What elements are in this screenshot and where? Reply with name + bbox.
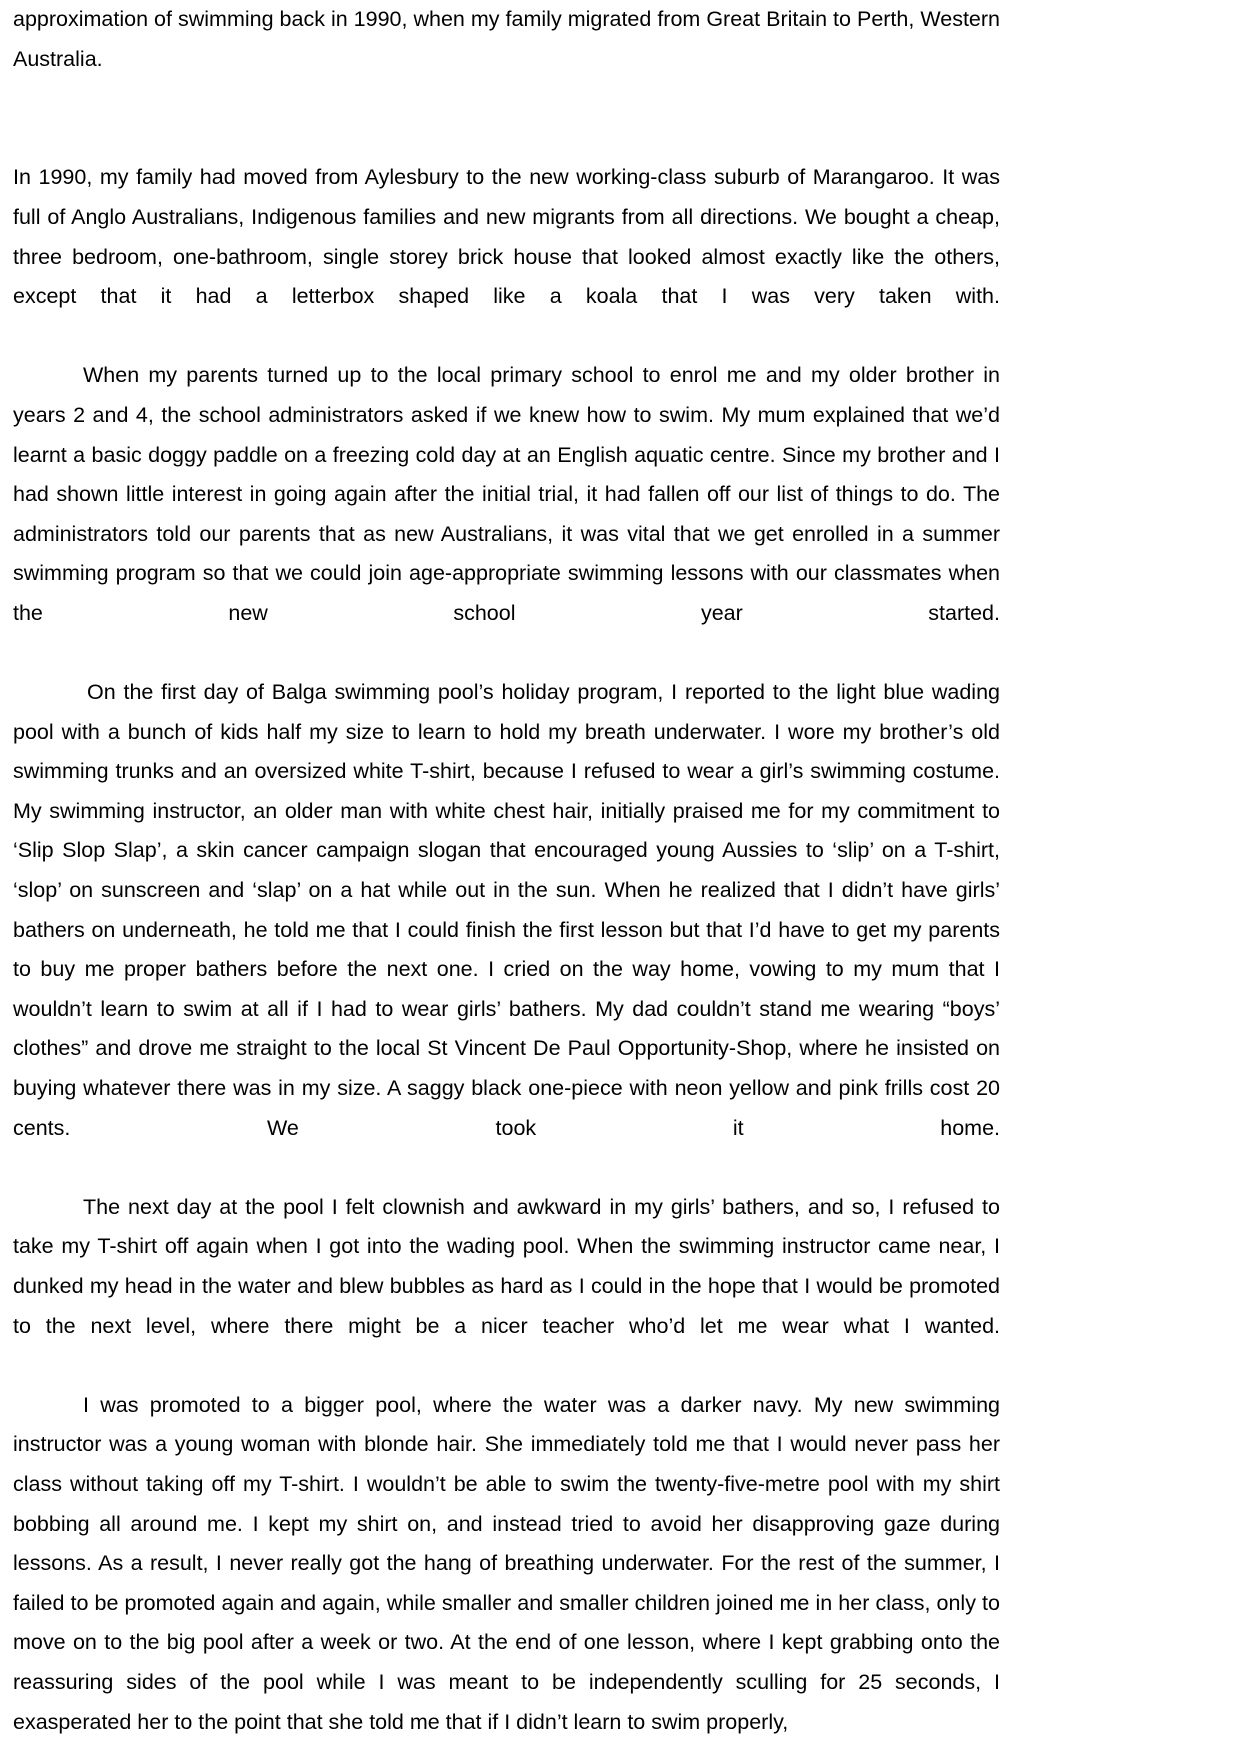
- paragraph-marangaroo: In 1990, my family had moved from Aylesbury to the new working-class suburb of Marangaroo. It was full of Anglo Australians, Indigenous families and new migrants from all directions. We bought a cheap, three bedroom, one-bathroom, single storey brick house that looked almost exactly like the others, except that it had a letterbox shaped like a koala that I was very taken with.: [13, 165, 1000, 309]
- paragraph-school-enrolment: When my parents turned up to the local primary school to enrol me and my older brother in years 2 and 4, the school administrators asked if we knew how to swim. My mum explained that we’d learnt a basic doggy paddle on a freezing cold day at an English aquatic centre. Since my brother and I had shown little interest in going again after the initial trial, it had fallen off our list of things to do. The administrators told our parents that as new Australians, it was vital that we get enrolled in a summer swimming program so that we could join age-appropriate swimming lessons with our classmates when the new school year started.: [13, 363, 1000, 625]
- paragraph-bigger-pool: I was promoted to a bigger pool, where the water was a darker navy. My new swimming instructor was a young woman with blonde hair. She immediately told me that I would never pass her class without taking off my T-shirt. I wouldn’t be able to swim the twenty-five-metre pool with my shirt bobbing all around me. I kept my shirt on, and instead tried to avoid her disapproving gaze during lessons. As a result, I never really got the hang of breathing underwater. For the rest of the summer, I failed to be promoted again and again, while smaller and smaller children joined me in her class, only to move on to the big pool after a week or two. At the end of one lesson, where I kept grabbing onto the reassuring sides of the pool while I was meant to be independently sculling for 25 seconds, I exasperated her to the point that she told me that if I didn’t learn to swim properly,: [13, 1392, 1000, 1734]
- paragraph-balga-pool: On the first day of Balga swimming pool’s holiday program, I reported to the light blue wading pool with a bunch of kids half my size to learn to hold my breath underwater. I wore my brother’s old swimming trunks and an oversized white T-shirt, because I refused to wear a girl’s swimming costume. My swimming instructor, an older man with white chest hair, initially praised me for my commitment to ‘Slip Slop Slap’, a skin cancer campaign slogan that encouraged young Aussies to ‘slip’ on a T-shirt, ‘slop’ on sunscreen and ‘slap’ on a hat while out in the sun. When he realized that I didn’t have girls’ bathers on underneath, he told me that I could finish the first lesson but that I’d have to get my parents to buy me proper bathers before the next one. I cried on the way home, vowing to my mum that I wouldn’t learn to swim at all if I had to wear girls’ bathers. My dad couldn’t stand me wearing “boys’ clothes” and drove me straight to the local St Vincent De Paul Opportunity-Shop, where he insisted on buying whatever there was in my size. A saggy black one-piece with neon yellow and pink frills cost 20 cents. We took it home.: [13, 680, 1000, 1140]
- paragraph-next-day: The next day at the pool I felt clownish and awkward in my girls’ bathers, and so, I refused to take my T-shirt off again when I got into the wading pool. When the swimming instructor came near, I dunked my head in the water and blew bubbles as hard as I could in the hope that I would be promoted to the next level, where there might be a nicer teacher who’d let me wear what I wanted.: [13, 1194, 1000, 1338]
- document-body: [13, 0, 1000, 1742]
- paragraph-continued-from-previous-page: approximation of swimming back in 1990, when my family migrated from Great Britain to Perth, Western Australia.: [13, 7, 1000, 71]
